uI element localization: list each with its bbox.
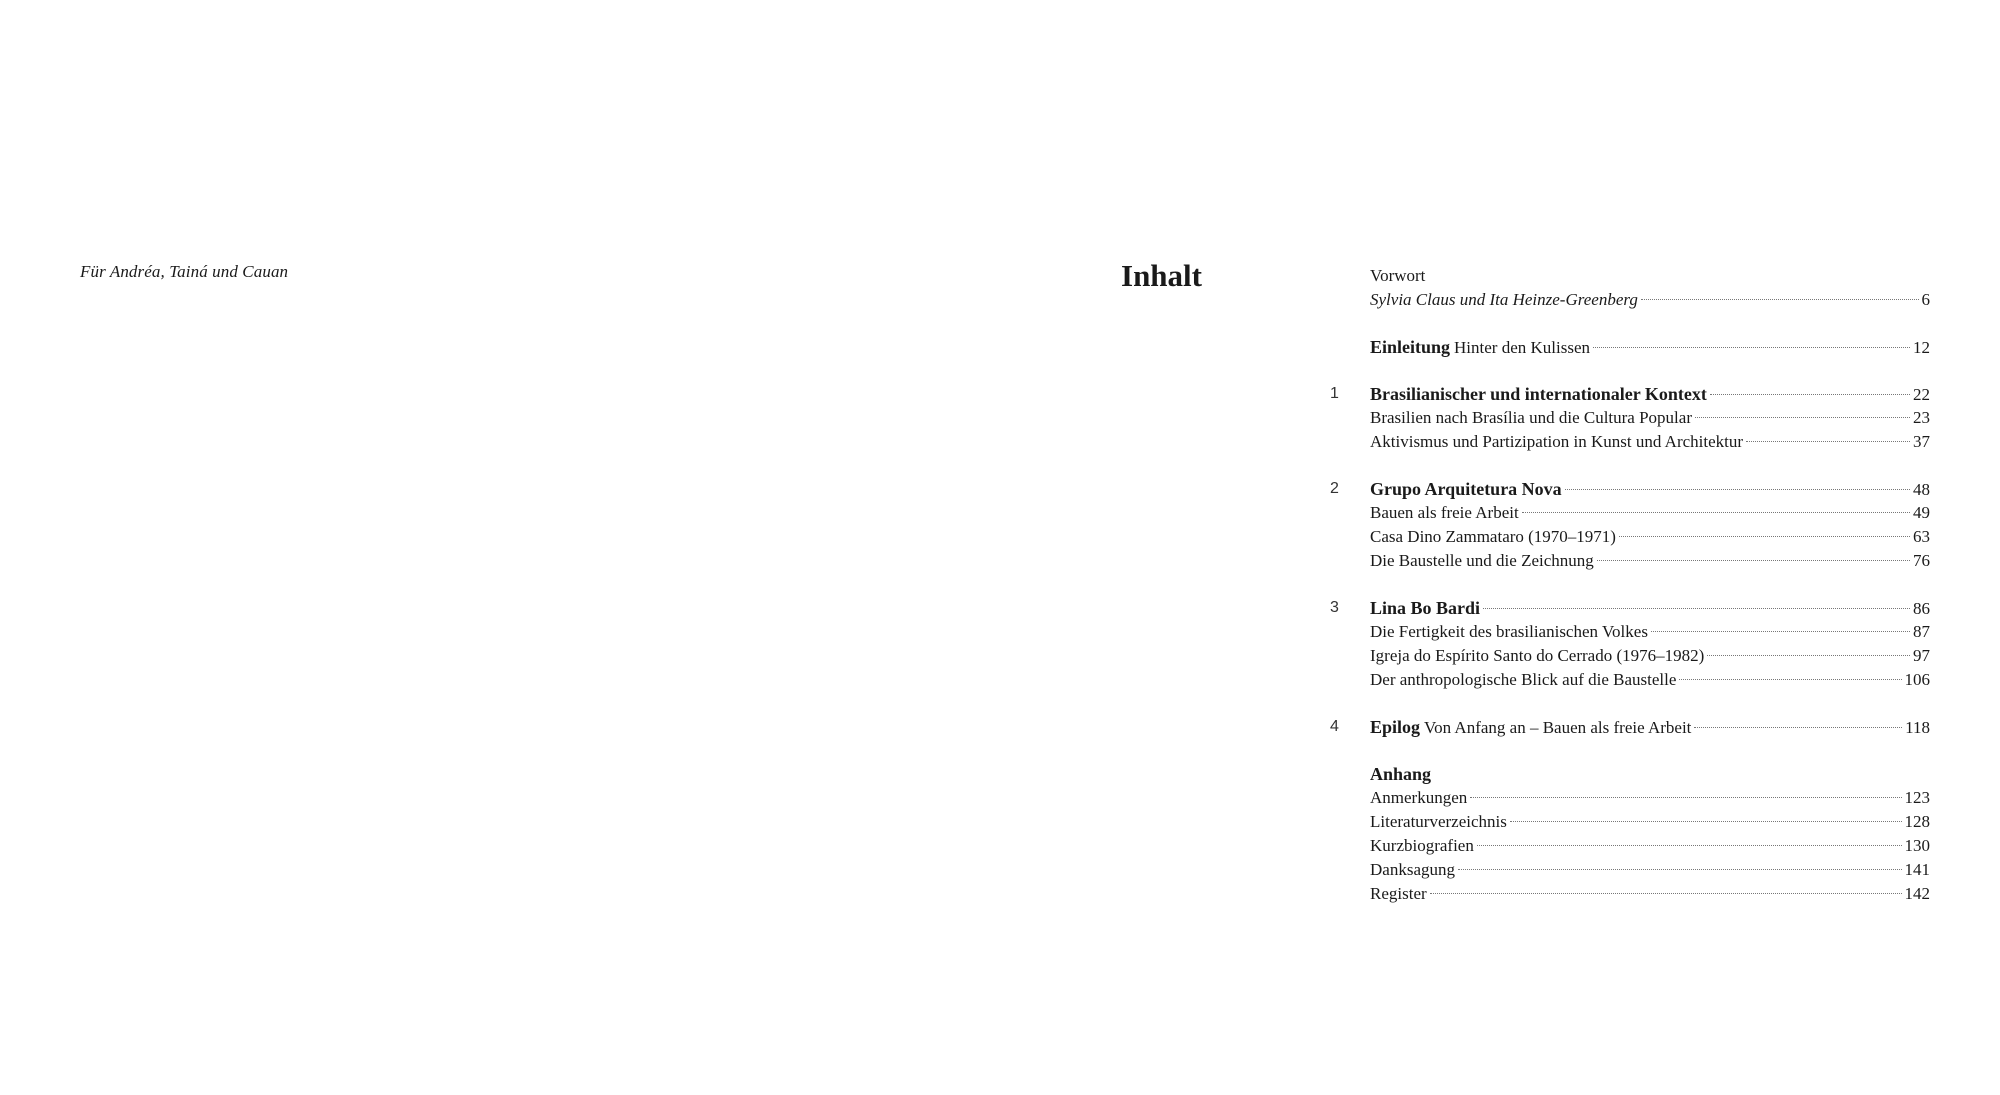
dot-leader xyxy=(1565,489,1910,490)
dot-leader xyxy=(1641,299,1919,300)
toc-entry-title: Brasilien nach Brasília und die Cultura Popular xyxy=(1370,408,1692,427)
table-of-contents xyxy=(1330,264,1930,906)
dot-leader xyxy=(1695,417,1910,418)
toc-page-number: 97 xyxy=(1913,646,1930,665)
toc-entry-title: Anmerkungen xyxy=(1370,788,1468,807)
toc-entry-title: Danksagung xyxy=(1370,860,1455,879)
chapter-number: 2 xyxy=(1330,480,1339,497)
toc-page-number: 87 xyxy=(1913,622,1930,641)
dot-leader xyxy=(1707,655,1910,656)
toc-chapter-3 xyxy=(1330,596,1930,620)
toc-entry xyxy=(1330,525,1930,549)
dot-leader xyxy=(1746,441,1910,442)
toc-entry xyxy=(1330,406,1930,430)
toc-entry xyxy=(1330,501,1930,525)
toc-page-number: 48 xyxy=(1913,480,1930,499)
toc-entry-title: Einleitung xyxy=(1370,337,1451,357)
toc-chapter-title: Grupo Arquitetura Nova xyxy=(1370,479,1562,499)
chapter-number: 3 xyxy=(1330,599,1339,616)
toc-chapter-title: Lina Bo Bardi xyxy=(1370,598,1481,618)
toc-entry-title: Kurzbiografien xyxy=(1370,836,1474,855)
toc-chapter-subtitle: Von Anfang an – Bauen als freie Arbeit xyxy=(1424,718,1692,737)
toc-chapter-2 xyxy=(1330,477,1930,501)
dot-leader xyxy=(1483,608,1910,609)
toc-entry xyxy=(1330,786,1930,810)
toc-page-number: 106 xyxy=(1904,670,1930,689)
dot-leader xyxy=(1477,845,1902,846)
toc-page-number: 86 xyxy=(1913,599,1930,618)
toc-chapter-1 xyxy=(1330,382,1930,406)
toc-entry xyxy=(1330,668,1930,692)
dot-leader xyxy=(1679,679,1901,680)
chapter-number: 1 xyxy=(1330,385,1339,402)
toc-page-number: 118 xyxy=(1905,718,1930,737)
toc-chapter-title: Brasilianischer und internationaler Kontext xyxy=(1370,384,1707,404)
toc-entry xyxy=(1330,882,1930,906)
dot-leader xyxy=(1510,821,1902,822)
dot-leader xyxy=(1470,797,1901,798)
toc-page-number: 22 xyxy=(1913,385,1930,404)
chapter-number: 4 xyxy=(1330,718,1339,735)
toc-entry-vorwort xyxy=(1330,264,1930,288)
toc-page-number: 12 xyxy=(1913,338,1930,357)
toc-page-number: 141 xyxy=(1904,860,1930,879)
toc-page-number: 128 xyxy=(1904,812,1930,831)
dedication: Für Andréa, Tainá und Cauan xyxy=(80,262,289,281)
dot-leader xyxy=(1593,347,1910,348)
toc-entry-title: Vorwort xyxy=(1370,266,1426,285)
toc-entry xyxy=(1330,620,1930,644)
page-title: Inhalt xyxy=(1121,258,1202,293)
toc-page-number: 6 xyxy=(1921,290,1930,309)
toc-entry xyxy=(1330,810,1930,834)
toc-entry-title: Die Baustelle und die Zeichnung xyxy=(1370,551,1594,570)
toc-section-title: Anhang xyxy=(1370,764,1432,784)
toc-page-number: 76 xyxy=(1913,551,1930,570)
toc-entry-title: Die Fertigkeit des brasilianischen Volkes xyxy=(1370,622,1648,641)
toc-entry-title: Aktivismus und Partizipation in Kunst und Architektur xyxy=(1370,432,1744,451)
toc-entry-title: Literaturverzeichnis xyxy=(1370,812,1507,831)
toc-entry-title: Bauen als freie Arbeit xyxy=(1370,503,1519,522)
toc-entry xyxy=(1330,858,1930,882)
dot-leader xyxy=(1651,631,1910,632)
dot-leader xyxy=(1430,893,1902,894)
dot-leader xyxy=(1597,560,1910,561)
toc-page-number: 23 xyxy=(1913,408,1930,427)
toc-entry-title: Igreja do Espírito Santo do Cerrado (1976–1982) xyxy=(1370,646,1705,665)
toc-entry xyxy=(1330,549,1930,573)
toc-entry-subtitle: Hinter den Kulissen xyxy=(1454,338,1591,357)
toc-entry-authors: Sylvia Claus und Ita Heinze-Greenberg xyxy=(1370,290,1638,309)
toc-page-number: 123 xyxy=(1904,788,1930,807)
toc-section-anhang xyxy=(1330,762,1930,786)
toc-chapter-4 xyxy=(1330,715,1930,739)
dot-leader xyxy=(1619,536,1910,537)
toc-page-number: 37 xyxy=(1913,432,1930,451)
toc-entry-vorwort-authors xyxy=(1330,288,1930,312)
toc-chapter-title: Epilog xyxy=(1370,717,1421,737)
toc-page-number: 130 xyxy=(1904,836,1930,855)
dot-leader xyxy=(1522,512,1910,513)
toc-entry-title: Casa Dino Zammataro (1970–1971) xyxy=(1370,527,1616,546)
toc-page-number: 49 xyxy=(1913,503,1930,522)
toc-page-number: 63 xyxy=(1913,527,1930,546)
toc-page-number: 142 xyxy=(1904,884,1930,903)
dot-leader xyxy=(1694,727,1902,728)
dot-leader xyxy=(1710,394,1910,395)
toc-entry xyxy=(1330,430,1930,454)
dot-leader xyxy=(1458,869,1902,870)
toc-entry-einleitung xyxy=(1330,335,1930,359)
toc-entry xyxy=(1330,644,1930,668)
toc-entry xyxy=(1330,834,1930,858)
toc-entry-title: Register xyxy=(1370,884,1427,903)
toc-entry-title: Der anthropologische Blick auf die Baustelle xyxy=(1370,670,1677,689)
